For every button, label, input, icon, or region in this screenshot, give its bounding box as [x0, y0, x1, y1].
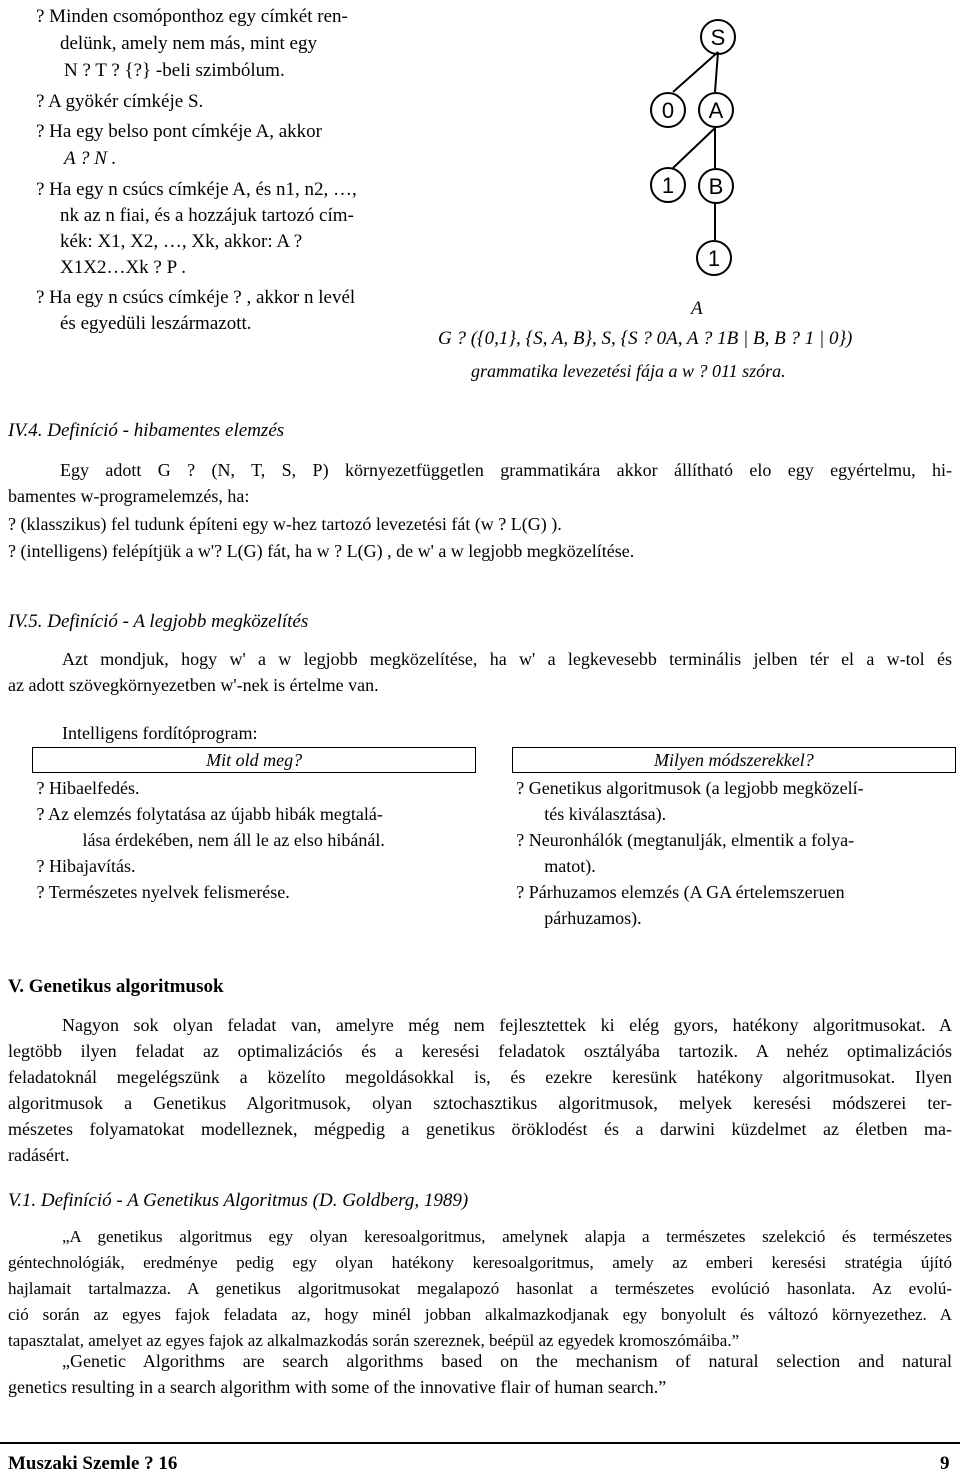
paragraph-line: bamentes w-programelemzés, ha:: [8, 486, 250, 506]
bullet-line: A ? N .: [64, 148, 117, 169]
bullet-line: ? Minden csomóponthoz egy címkét ren-: [36, 6, 348, 27]
derivation-tree: [640, 0, 760, 290]
methods-table: [32, 747, 956, 931]
tree-node-label: 1: [661, 173, 675, 198]
bullet-line: ? A gyökér címkéje S.: [36, 91, 204, 112]
table-cell-line: párhuzamos).: [544, 908, 642, 928]
paragraph-line: radásért.: [8, 1145, 70, 1165]
quote-line: „A genetikus algoritmus egy olyan keresoalgoritmus, amelynek alapja a természetes szelekció és természetes: [62, 1227, 952, 1246]
table-cell-line: ? Neuronhálók (megtanulják, elmentik a folya-: [516, 830, 855, 850]
paragraph-line: feladatoknál megelégszünk a közelíto megoldásokkal is, és ezekre keresünk hatékony algoritmusokat. Ilyen: [8, 1067, 952, 1087]
tree-node-label: 1: [707, 246, 721, 271]
paragraph-line: algoritmusok a Genetikus Algoritmusok, olyan sztochasztikus algoritmusok, melyek keresési módszerei ter-: [8, 1093, 952, 1113]
bullet-line: ? (klasszikus) fel tudunk építeni egy w-hez tartozó levezetési fát (w ? L(G) ).: [8, 514, 562, 534]
caption-symbol: A: [691, 298, 703, 319]
table-cell-line: tés kiválasztása).: [544, 804, 667, 824]
paragraph-line: Egy adott G ? (N, T, S, P) környezetfüggetlen grammatikára akkor állítható elo egy egyértelmu, hi-: [60, 460, 952, 480]
caption-grammar: G ? ({0,1}, {S, A, B}, S, {S ? 0A, A ? 1B | B, B ? 1 | 0}): [438, 328, 853, 349]
table-header-cell: Mit old meg?: [33, 748, 476, 773]
bullet-line: ? (intelligens) felépítjük a w'? L(G) fát, ha w ? L(G) , de w' a w legjobb megközelítése.: [8, 541, 635, 561]
table-cell-line: ? Genetikus algoritmusok (a legjobb megközelí-: [516, 778, 864, 798]
quote-line: tapasztalat, amelyet az egyes fajok az alkalmazkodás során szereznek, beépül az egyedek kromoszómáiba.”: [8, 1331, 740, 1350]
bullet-line: N ? T ? {?} -beli szimbólum.: [64, 60, 285, 81]
quote-line: genetics resulting in a search algorithm with some of the innovative flair of human search.”: [8, 1377, 667, 1397]
table-cell-line: lása érdekében, nem áll le az elso hibánál.: [82, 830, 385, 850]
paragraph-line: Nagyon sok olyan feladat van, amelyre még nem fejlesztettek ki elég gyors, hatékony algoritmusokat. A: [62, 1015, 952, 1035]
bullet-line: és egyedüli leszármazott.: [60, 313, 252, 334]
quote-line: hajlamait tartalmazza. A genetikus algoritmusokat megalapozó hasonlat a természetes evolúció hasonlata. Az evolú-: [8, 1279, 952, 1298]
caption-text: grammatika levezetési fája a w ? 011 szóra.: [471, 361, 786, 381]
table-caption: Intelligens fordítóprogram:: [62, 723, 258, 743]
table-cell-line: ? Az elemzés folytatása az újabb hibák megtalá-: [36, 804, 383, 824]
bullet-line: kék: X1, X2, …, Xk, akkor: A ?: [60, 231, 303, 252]
bullet-line: delünk, amely nem más, mint egy: [60, 33, 317, 54]
table-cell-line: ? Hibajavítás.: [36, 856, 136, 876]
tree-node-label: A: [708, 98, 724, 123]
footer-page-number: 9: [940, 1453, 950, 1474]
tree-node-label: S: [710, 25, 726, 50]
table-cell-line: ? Párhuzamos elemzés (A GA értelemszeruen: [516, 882, 845, 902]
table-header-cell: Milyen módszerekkel?: [512, 748, 955, 773]
table-cell-line: ? Természetes nyelvek felismerése.: [36, 882, 290, 902]
bullet-line: ? Ha egy n csúcs címkéje A, és n1, n2, …,: [36, 179, 357, 200]
section-heading: V.1. Definíció - A Genetikus Algoritmus (D. Goldberg, 1989): [8, 1190, 469, 1211]
table-cell: [33, 773, 476, 932]
bullet-line: nk az n fiai, és a hozzájuk tartozó cím-: [60, 205, 354, 226]
table-cell-line: matot).: [544, 856, 596, 876]
paragraph-line: Azt mondjuk, hogy w' a w legjobb megközelítése, ha w' a legkevesebb terminális jelben tér el a w-tol és: [62, 649, 952, 669]
section-heading: IV.4. Definíció - hibamentes elemzés: [8, 420, 285, 441]
section-heading: V. Genetikus algoritmusok: [8, 976, 224, 997]
bullet-line: ? Ha egy belso pont címkéje A, akkor: [36, 121, 322, 142]
quote-line: ció során az egyes fajok feladata az, hogy minél jobban alkalmazkodjanak egy bonyolult és változó környezethez. A: [8, 1305, 952, 1324]
quote-line: géntechnológiák, eredménye pedig egy olyan hatékony keresoalgoritmus, amely az emberi keresési stratégia újító: [8, 1253, 952, 1272]
footer-rule: [0, 1442, 960, 1444]
table-cell-line: ? Hibaelfedés.: [36, 778, 140, 798]
paragraph-line: legtöbb ilyen feladat az optimalizációs és a keresési feladatok osztályába tartozik. A nehéz optimalizációs: [8, 1041, 952, 1061]
tree-node-label: 0: [661, 98, 675, 123]
bullet-line: X1X2…Xk ? P .: [60, 257, 186, 278]
paragraph-line: mészetes folyamatokat modelleznek, mégpedig a genetikus öröklodést és a darwini küzdelmet az életben ma-: [8, 1119, 952, 1139]
section-heading: IV.5. Definíció - A legjobb megközelítés: [8, 611, 309, 632]
bullet-line: ? Ha egy n csúcs címkéje ? , akkor n levél: [36, 287, 356, 308]
tree-node-label: B: [708, 174, 724, 199]
paragraph-line: az adott szövegkörnyezetben w'-nek is értelme van.: [8, 675, 379, 695]
table-cell: [512, 773, 955, 932]
quote-line: „Genetic Algorithms are search algorithms based on the mechanism of natural selection and natural: [62, 1351, 952, 1371]
footer-journal: Muszaki Szemle ? 16: [8, 1453, 178, 1474]
